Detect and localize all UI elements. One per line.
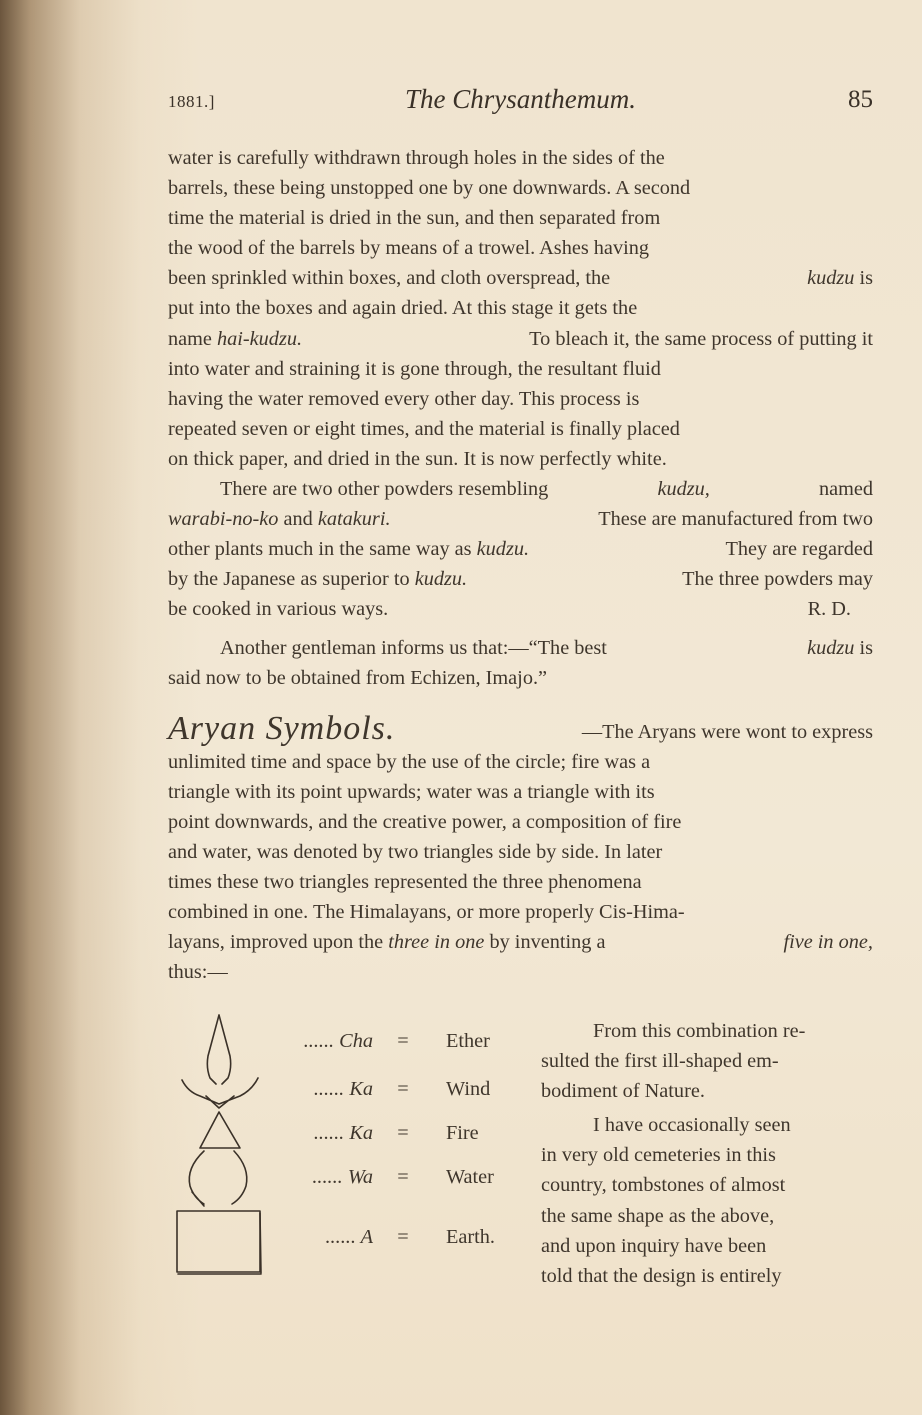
text-line: Another gentleman informs us that:—“The best kudzu is bbox=[220, 636, 873, 659]
text-line: From this combination re- bbox=[593, 1020, 806, 1042]
text-line: been sprinkled within boxes, and cloth overspread, the kudzu is bbox=[168, 267, 873, 290]
text-line: the same shape as the above, bbox=[541, 1204, 775, 1227]
element-row: ...... Ka = Fire bbox=[313, 1122, 479, 1144]
page-number: 85 bbox=[848, 86, 873, 113]
text-line: point downwards, and the creative power, a composition of fire bbox=[168, 810, 682, 833]
section-heading-line: Aryan Symbols. —The Aryans were wont to express bbox=[168, 709, 873, 747]
text-line: repeated seven or eight times, and the material is finally placed bbox=[168, 417, 680, 440]
text-line: sulted the first ill-shaped em- bbox=[541, 1050, 779, 1073]
header-year: 1881.] bbox=[168, 92, 215, 111]
text-line: unlimited time and space by the use of the circle; fire was a bbox=[168, 750, 651, 773]
text-line: I have occasionally seen bbox=[593, 1114, 791, 1137]
water-shape bbox=[189, 1151, 247, 1206]
element-row: ...... Cha = Ether bbox=[303, 1030, 490, 1052]
text-line: time the material is dried in the sun, and then separated from bbox=[168, 207, 661, 230]
text-line: on thick paper, and dried in the sun. It is now perfectly white. bbox=[168, 447, 667, 470]
text-line: times these two triangles represented the three phenomena bbox=[168, 871, 642, 894]
header-title: The Chrysanthemum. bbox=[405, 84, 636, 114]
text-line: combined in one. The Himalayans, or more properly Cis-Hima- bbox=[168, 901, 685, 924]
text-line: by the Japanese as superior to kudzu. The three powders may bbox=[168, 568, 873, 591]
wind-shape bbox=[182, 1078, 258, 1108]
text-line: triangle with its point upwards; water was a triangle with its bbox=[168, 780, 655, 803]
text-line: barrels, these being unstopped one by one downwards. A second bbox=[168, 177, 691, 200]
text-line: into water and straining it is gone through, the resultant fluid bbox=[168, 357, 661, 380]
fire-shape bbox=[200, 1112, 240, 1148]
text-line: the wood of the barrels by means of a trowel. Ashes having bbox=[168, 237, 649, 260]
text-line: be cooked in various ways. R. D. bbox=[168, 594, 873, 624]
text-line: thus:— bbox=[168, 961, 228, 984]
running-header bbox=[168, 84, 873, 118]
text-line: told that the design is entirely bbox=[541, 1264, 782, 1287]
earth-shape bbox=[177, 1211, 260, 1272]
section-heading: Aryan Symbols. bbox=[168, 709, 396, 747]
text-line: water is carefully withdrawn through holes in the sides of the bbox=[168, 147, 665, 169]
element-row: ...... A = Earth. bbox=[325, 1226, 495, 1248]
text-line: and upon inquiry have been bbox=[541, 1234, 767, 1257]
side-column-text bbox=[541, 1016, 873, 1291]
element-row: ...... Wa = Water bbox=[312, 1166, 494, 1188]
element-row: ...... Ka = Wind bbox=[313, 1078, 491, 1100]
text-line: other plants much in the same way as kudzu. They are regarded bbox=[168, 538, 873, 561]
text-line: warabi-no-ko and katakuri. These are manufactured from two bbox=[168, 508, 873, 531]
author-signature: R. D. bbox=[807, 598, 851, 621]
text-line: country, tombstones of almost bbox=[541, 1174, 786, 1197]
text-line: and water, was denoted by two triangles side by side. In later bbox=[168, 840, 663, 863]
text-line: There are two other powders resembling kudzu, named bbox=[220, 478, 873, 501]
text-line: having the water removed every other day. This process is bbox=[168, 387, 640, 410]
body-text bbox=[168, 143, 873, 987]
text-line: put into the boxes and again dried. At this stage it gets the bbox=[168, 297, 638, 320]
ether-shape bbox=[207, 1015, 230, 1084]
stupa-symbol-drawing bbox=[168, 1008, 278, 1298]
text-line: in very old cemeteries in this bbox=[541, 1144, 776, 1167]
text-line: name hai-kudzu. To bleach it, the same process of putting it bbox=[168, 327, 873, 350]
five-elements-figure bbox=[168, 1008, 873, 1298]
text-line: said now to be obtained from Echizen, Imajo.” bbox=[168, 666, 548, 689]
text-line: bodiment of Nature. bbox=[541, 1080, 705, 1103]
text-line: layans, improved upon the three in one by inventing a five in one, bbox=[168, 931, 873, 954]
